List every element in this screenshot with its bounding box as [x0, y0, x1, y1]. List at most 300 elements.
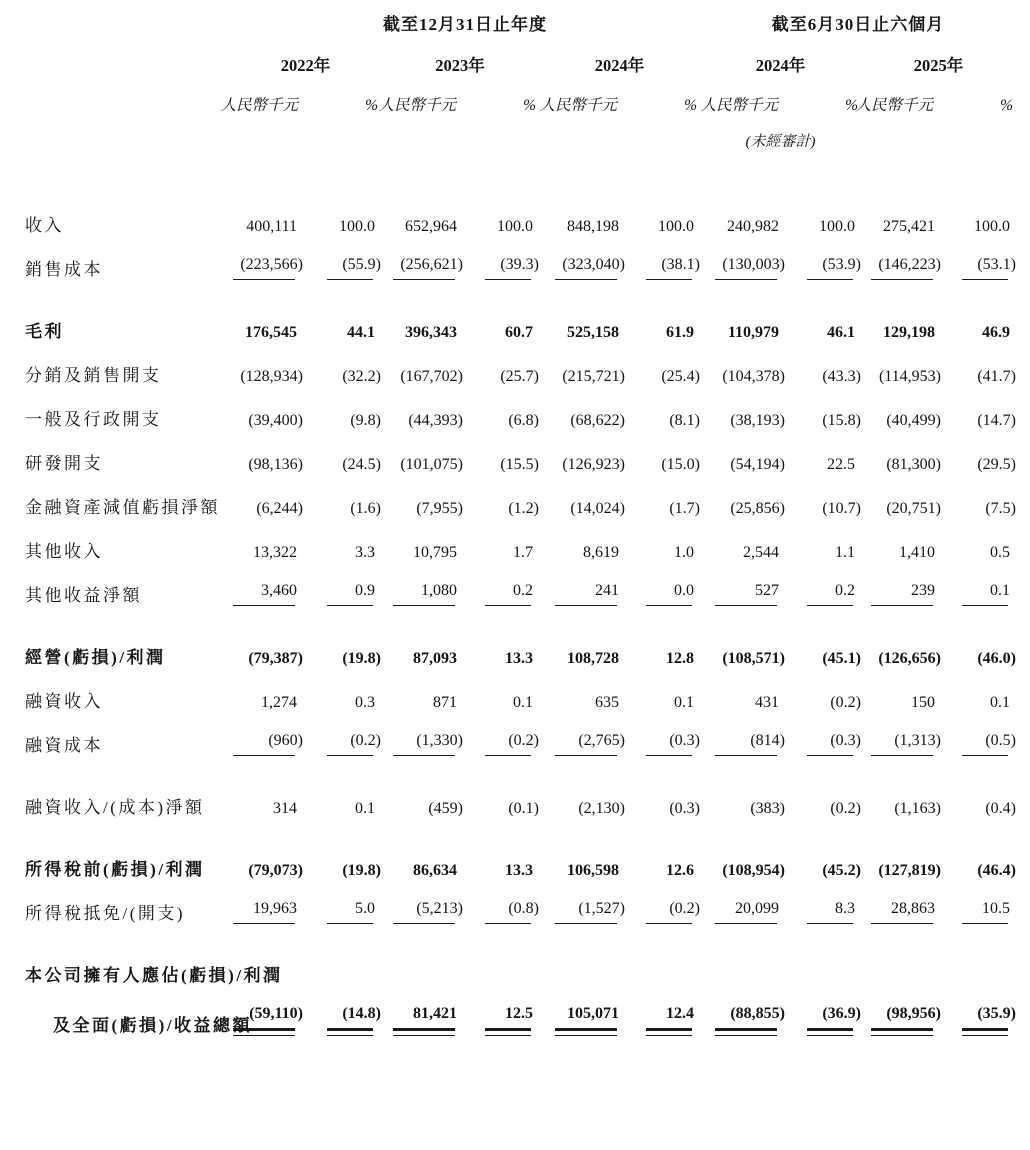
value-cell	[303, 218, 381, 236]
cell-value: 1.7	[513, 544, 533, 561]
value-cell	[303, 544, 381, 562]
value-cell	[230, 368, 303, 386]
double-underline-rule	[485, 1028, 531, 1036]
financial-table	[25, 211, 1030, 1036]
value-cell	[381, 412, 463, 430]
cell-value: (10.7)	[822, 500, 861, 517]
unit-header-pair	[539, 91, 700, 115]
cell-value: 431	[755, 694, 779, 711]
cell-value: 86,634	[413, 862, 457, 879]
cell-value: (53.9)	[822, 256, 861, 273]
value-cell	[700, 368, 785, 386]
cell-value: (0.2)	[830, 694, 861, 711]
cell-value: 61.9	[666, 324, 694, 341]
cell-value: (98,136)	[248, 456, 303, 473]
period-annual-header: 截至12月31日止年度	[383, 15, 547, 34]
value-cell	[861, 456, 941, 474]
value-cell	[861, 650, 941, 668]
cell-value: 129,198	[883, 324, 935, 341]
value-cell	[539, 862, 625, 880]
cell-value: 0.1	[513, 694, 533, 711]
underline-rule	[555, 605, 617, 606]
cell-value: 46.9	[982, 324, 1010, 341]
cell-value: 106,598	[567, 862, 619, 879]
value-cell	[303, 650, 381, 668]
underline-rule	[646, 755, 692, 756]
value-cell	[785, 862, 861, 880]
value-cell	[625, 800, 700, 818]
value-cell	[539, 544, 625, 562]
cell-value: (2,765)	[578, 732, 625, 749]
cell-value: 1.1	[835, 544, 855, 561]
value-cell	[463, 500, 539, 518]
table-row	[25, 581, 1030, 606]
value-cell	[785, 900, 861, 924]
value-cell	[941, 218, 1016, 236]
row-label: 融資收入	[25, 692, 103, 711]
value-cell	[861, 368, 941, 386]
row-label: 分銷及銷售開支	[25, 366, 162, 385]
value-cell	[230, 544, 303, 562]
value-cell	[700, 694, 785, 712]
value-cell	[941, 500, 1016, 518]
value-cell	[625, 650, 700, 668]
underline-rule	[715, 923, 777, 924]
underline-rule	[646, 279, 692, 280]
row-label: 所得稅抵免/(開支)	[25, 904, 186, 923]
cell-value: 0.1	[990, 582, 1010, 599]
cell-value: (55.9)	[342, 256, 381, 273]
underline-rule	[327, 923, 373, 924]
cell-value: (25.7)	[500, 368, 539, 385]
cell-value: 1,274	[261, 694, 297, 711]
table-row	[25, 643, 1030, 668]
value-cell	[539, 256, 625, 280]
value-cell	[941, 862, 1016, 880]
cell-value: (1.2)	[508, 500, 539, 517]
value-cell	[700, 900, 785, 924]
value-cell	[625, 500, 700, 518]
row-label: 其他收益淨額	[25, 586, 142, 605]
underline-rule	[871, 605, 933, 606]
cell-value: (59,110)	[249, 1005, 303, 1022]
cell-value: 105,071	[567, 1005, 619, 1022]
row-label: 及全面(虧損)/收益總額	[53, 1016, 253, 1035]
value-cell	[303, 412, 381, 430]
cell-value: 100.0	[339, 218, 375, 235]
table-row	[25, 317, 1030, 342]
percent-label: %	[523, 97, 536, 114]
unaudited-note: (未經審計)	[745, 134, 816, 150]
cell-value: 12.8	[666, 650, 694, 667]
value-cell	[539, 900, 625, 924]
row-label: 本公司擁有人應佔(虧損)/利潤	[25, 966, 283, 985]
cell-value: (1,163)	[894, 800, 941, 817]
underline-rule	[555, 923, 617, 924]
value-cell	[303, 1005, 381, 1036]
value-cell	[625, 456, 700, 474]
cell-value: 10.5	[982, 900, 1010, 917]
value-cell	[539, 412, 625, 430]
year-header-row	[25, 52, 1030, 76]
cell-value: 396,343	[405, 324, 457, 341]
cell-value: 0.0	[674, 582, 694, 599]
cell-value: (5,213)	[416, 900, 463, 917]
value-cell	[785, 218, 861, 236]
value-cell	[625, 1005, 700, 1036]
cell-value: (0.8)	[508, 900, 539, 917]
cell-value: 871	[433, 694, 457, 711]
cell-value: (0.4)	[985, 800, 1016, 817]
value-cell	[463, 800, 539, 818]
value-cell	[381, 456, 463, 474]
cell-value: (14,024)	[570, 500, 625, 517]
cell-value: 22.5	[827, 456, 855, 473]
cell-value: (19.8)	[342, 650, 381, 667]
value-cell	[625, 900, 700, 924]
cell-value: 5.0	[355, 900, 375, 917]
cell-value: (2,130)	[578, 800, 625, 817]
value-cell	[303, 368, 381, 386]
percent-label: %	[1000, 97, 1013, 114]
value-cell	[539, 500, 625, 518]
value-cell	[539, 732, 625, 756]
value-cell	[625, 544, 700, 562]
table-row	[25, 1005, 1030, 1036]
value-cell	[230, 800, 303, 818]
value-cell	[785, 456, 861, 474]
year-header-2023: 2023年	[435, 56, 485, 75]
cell-value: (40,499)	[886, 412, 941, 429]
value-cell	[230, 582, 303, 606]
value-cell	[700, 732, 785, 756]
cell-value: (215,721)	[562, 368, 625, 385]
cell-value: (43.3)	[822, 368, 861, 385]
underline-rule	[715, 755, 777, 756]
cell-value: 635	[595, 694, 619, 711]
cell-value: 13.3	[505, 650, 533, 667]
row-label: 融資成本	[25, 736, 103, 755]
row-label: 融資收入/(成本)淨額	[25, 798, 205, 817]
cell-value: (88,855)	[730, 1005, 785, 1022]
value-cell	[463, 582, 539, 606]
cell-value: (459)	[428, 800, 463, 817]
cell-value: (38.1)	[661, 256, 700, 273]
cell-value: 0.9	[355, 582, 375, 599]
cell-value: 81,421	[413, 1005, 457, 1022]
value-cell	[381, 582, 463, 606]
cell-value: (14.7)	[977, 412, 1016, 429]
value-cell	[230, 500, 303, 518]
cell-value: 400,111	[246, 218, 297, 235]
value-cell	[700, 256, 785, 280]
cell-value: (128,934)	[240, 368, 303, 385]
underline-rule	[233, 755, 295, 756]
underline-rule	[485, 279, 531, 280]
cell-value: 60.7	[505, 324, 533, 341]
value-cell	[861, 800, 941, 818]
value-cell	[230, 324, 303, 342]
cell-value: (1,527)	[578, 900, 625, 917]
value-cell	[785, 544, 861, 562]
underline-rule	[233, 279, 295, 280]
row-label: 研發開支	[25, 454, 103, 473]
double-underline-rule	[233, 1028, 295, 1036]
row-label: 其他收入	[25, 542, 103, 561]
cell-value: 176,545	[245, 324, 297, 341]
underline-rule	[962, 755, 1008, 756]
cell-value: (126,923)	[562, 456, 625, 473]
cell-value: (0.3)	[669, 732, 700, 749]
cell-value: (0.2)	[830, 800, 861, 817]
underline-rule	[485, 923, 531, 924]
cell-value: (0.3)	[830, 732, 861, 749]
cell-value: 241	[595, 582, 619, 599]
unit-header-pair	[220, 91, 381, 115]
value-cell	[625, 324, 700, 342]
cell-value: 240,982	[727, 218, 779, 235]
value-cell	[941, 412, 1016, 430]
cell-value: (1.7)	[669, 500, 700, 517]
value-cell	[700, 500, 785, 518]
cell-value: (14.8)	[342, 1005, 381, 1022]
cell-value: 1,410	[899, 544, 935, 561]
value-cell	[303, 694, 381, 712]
row-label: 一般及行政開支	[25, 410, 162, 429]
value-cell	[861, 324, 941, 342]
cell-value: 0.5	[990, 544, 1010, 561]
cell-value: (223,566)	[240, 256, 303, 273]
cell-value: (1,330)	[416, 732, 463, 749]
cell-value: 100.0	[974, 218, 1010, 235]
cell-value: 44.1	[347, 324, 375, 341]
double-underline-rule	[715, 1028, 777, 1036]
double-underline-rule	[646, 1028, 692, 1036]
underline-rule	[962, 605, 1008, 606]
cell-value: 100.0	[497, 218, 533, 235]
value-cell	[230, 900, 303, 924]
value-cell	[941, 1005, 1016, 1036]
cell-value: 12.5	[505, 1005, 533, 1022]
unit-label: 人民幣千元	[700, 97, 778, 114]
cell-value: 0.2	[835, 582, 855, 599]
value-cell	[625, 412, 700, 430]
value-cell	[941, 256, 1016, 280]
underline-rule	[555, 755, 617, 756]
value-cell	[625, 256, 700, 280]
table-row	[25, 493, 1030, 518]
cell-value: 1.0	[674, 544, 694, 561]
double-underline-rule	[807, 1028, 853, 1036]
cell-value: (0.1)	[508, 800, 539, 817]
underline-rule	[393, 279, 455, 280]
value-cell	[941, 732, 1016, 756]
cell-value: 12.6	[666, 862, 694, 879]
underline-rule	[555, 279, 617, 280]
value-cell	[230, 732, 303, 756]
value-cell	[381, 800, 463, 818]
value-cell	[700, 218, 785, 236]
row-label: 毛利	[25, 322, 64, 341]
cell-value: 239	[911, 582, 935, 599]
cell-value: (20,751)	[886, 500, 941, 517]
cell-value: (126,656)	[878, 650, 941, 667]
value-cell	[941, 544, 1016, 562]
value-cell	[539, 218, 625, 236]
value-cell	[381, 544, 463, 562]
cell-value: 314	[273, 800, 297, 817]
cell-value: (108,954)	[722, 862, 785, 879]
cell-value: 108,728	[567, 650, 619, 667]
cell-value: (15.8)	[822, 412, 861, 429]
cell-value: 1,080	[421, 582, 457, 599]
underline-rule	[393, 605, 455, 606]
value-cell	[861, 218, 941, 236]
value-cell	[463, 256, 539, 280]
cell-value: (7,955)	[416, 500, 463, 517]
value-cell	[861, 900, 941, 924]
cell-value: 46.1	[827, 324, 855, 341]
cell-value: 2,544	[743, 544, 779, 561]
cell-value: (323,040)	[562, 256, 625, 273]
value-cell	[539, 456, 625, 474]
cell-value: 8.3	[835, 900, 855, 917]
period-header-row	[25, 10, 1030, 35]
cell-value: (15.5)	[500, 456, 539, 473]
cell-value: (15.0)	[661, 456, 700, 473]
value-cell	[463, 732, 539, 756]
value-cell	[463, 218, 539, 236]
underline-rule	[962, 279, 1008, 280]
cell-value: (814)	[750, 732, 785, 749]
value-cell	[700, 456, 785, 474]
row-label: 收入	[25, 216, 64, 235]
cell-value: (35.9)	[977, 1005, 1016, 1022]
cell-value: (46.4)	[977, 862, 1016, 879]
cell-value: 100.0	[658, 218, 694, 235]
cell-value: 0.3	[355, 694, 375, 711]
value-cell	[230, 694, 303, 712]
table-header	[25, 10, 1030, 151]
year-header-2024-interim: 2024年	[755, 56, 806, 75]
value-cell	[861, 582, 941, 606]
cell-value: (25.4)	[661, 368, 700, 385]
value-cell	[230, 862, 303, 880]
value-cell	[625, 732, 700, 756]
underline-rule	[327, 279, 373, 280]
value-cell	[941, 368, 1016, 386]
value-cell	[785, 256, 861, 280]
value-cell	[625, 694, 700, 712]
value-cell	[381, 862, 463, 880]
table-row	[25, 405, 1030, 430]
cell-value: (44,393)	[408, 412, 463, 429]
underline-rule	[807, 279, 853, 280]
value-cell	[381, 324, 463, 342]
underline-rule	[871, 755, 933, 756]
value-cell	[463, 368, 539, 386]
cell-value: (1.6)	[350, 500, 381, 517]
cell-value: 87,093	[413, 650, 457, 667]
cell-value: 275,421	[883, 218, 935, 235]
value-cell	[381, 500, 463, 518]
value-cell	[463, 412, 539, 430]
value-cell	[463, 1005, 539, 1036]
value-cell	[230, 256, 303, 280]
cell-value: 150	[911, 694, 935, 711]
value-cell	[463, 694, 539, 712]
double-underline-rule	[327, 1028, 373, 1036]
cell-value: 19,963	[253, 900, 297, 917]
cell-value: (0.3)	[669, 800, 700, 817]
value-cell	[625, 582, 700, 606]
cell-value: (25,856)	[730, 500, 785, 517]
value-cell	[463, 862, 539, 880]
cell-value: (79,073)	[248, 862, 303, 879]
value-cell	[625, 862, 700, 880]
value-cell	[700, 800, 785, 818]
table-row	[25, 449, 1030, 474]
unit-header-pair	[855, 91, 1016, 115]
cell-value: (24.5)	[342, 456, 381, 473]
value-cell	[941, 650, 1016, 668]
value-cell	[625, 368, 700, 386]
value-cell	[700, 582, 785, 606]
double-underline-rule	[871, 1028, 933, 1036]
cell-value: 110,979	[727, 324, 779, 341]
unaudited-note-row	[25, 115, 1030, 151]
table-row	[25, 793, 1030, 818]
cell-value: 13,322	[253, 544, 297, 561]
table-row	[25, 731, 1030, 756]
cell-value: (6.8)	[508, 412, 539, 429]
value-cell	[785, 582, 861, 606]
cell-value: (0.5)	[985, 732, 1016, 749]
cell-value: 28,863	[891, 900, 935, 917]
cell-value: 848,198	[567, 218, 619, 235]
underline-rule	[807, 755, 853, 756]
value-cell	[785, 412, 861, 430]
cell-value: (114,953)	[878, 368, 941, 385]
value-cell	[861, 256, 941, 280]
value-cell	[700, 544, 785, 562]
value-cell	[861, 412, 941, 430]
cell-value: (130,003)	[722, 256, 785, 273]
underline-rule	[393, 755, 455, 756]
value-cell	[303, 324, 381, 342]
value-cell	[303, 456, 381, 474]
value-cell	[785, 500, 861, 518]
cell-value: (98,956)	[886, 1005, 941, 1022]
value-cell	[230, 1005, 303, 1036]
cell-value: 525,158	[567, 324, 619, 341]
value-cell	[303, 732, 381, 756]
value-cell	[941, 456, 1016, 474]
value-cell	[303, 500, 381, 518]
underline-rule	[327, 605, 373, 606]
cell-value: (45.1)	[822, 650, 861, 667]
underline-rule	[715, 279, 777, 280]
unit-header-pair	[700, 91, 861, 115]
cell-value: (54,194)	[730, 456, 785, 473]
value-cell	[700, 1005, 785, 1036]
cell-value: (45.2)	[822, 862, 861, 879]
cell-value: 0.1	[674, 694, 694, 711]
cell-value: (53.1)	[977, 256, 1016, 273]
cell-value: (104,378)	[722, 368, 785, 385]
value-cell	[941, 582, 1016, 606]
cell-value: (46.0)	[977, 650, 1016, 667]
